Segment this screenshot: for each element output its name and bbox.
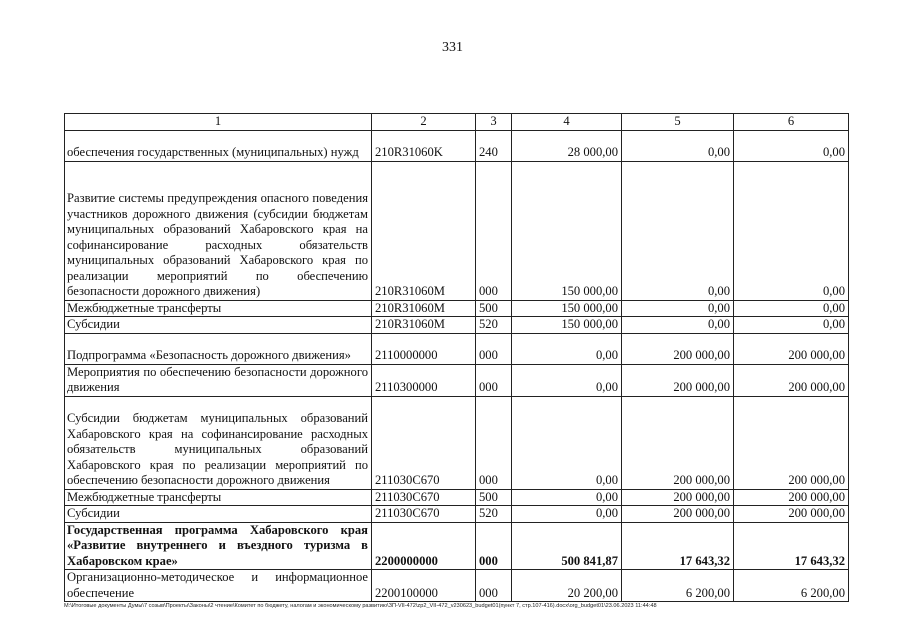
row-value-col5: 0,00 — [622, 300, 734, 317]
column-header: 2 — [372, 114, 476, 131]
row-code-cell: 211030С670 — [372, 506, 476, 523]
row-value-col5: 200 000,00 — [622, 333, 734, 364]
row-value-col4: 28 000,00 — [512, 130, 622, 161]
row-type-cell: 000 — [476, 161, 512, 300]
column-header: 4 — [512, 114, 622, 131]
row-name-cell: Развитие системы предупреждения опасного поведения участников дорожного движения (субсидии бюджетам муниципальных образований Хабаровского края на софинансирование расходных обязательств муниципальных образований Хабаровского края по реализации мероприятий по обеспечению безопасности дорожного движения) — [65, 161, 372, 300]
row-value-col4: 500 841,87 — [512, 522, 622, 570]
table-row — [65, 161, 849, 300]
row-code-cell: 210R31060M — [372, 300, 476, 317]
row-value-col4: 150 000,00 — [512, 300, 622, 317]
table-row — [65, 300, 849, 317]
document-footer-path: М:\Итоговые документы Думы\7 созыв\Проекты\Законы\2 чтение\Комитет по бюджету, налогам и экономическому развитию\ЗП-VII-472\zp2_VII-472_v230623_budget01(пункт 7, стр.107-416).docx\org_budget01\23.06.2023 11:44:48 — [64, 603, 657, 609]
table-row — [65, 130, 849, 161]
row-type-cell: 520 — [476, 506, 512, 523]
row-type-cell: 240 — [476, 130, 512, 161]
table-row — [65, 506, 849, 523]
row-code-cell: 2110300000 — [372, 364, 476, 396]
row-name-cell: Субсидии — [65, 317, 372, 334]
row-type-cell: 520 — [476, 317, 512, 334]
row-type-cell: 000 — [476, 364, 512, 396]
row-type-cell: 000 — [476, 396, 512, 489]
row-code-cell: 210R31060M — [372, 317, 476, 334]
row-name-cell: Субсидии — [65, 506, 372, 523]
row-type-cell: 000 — [476, 333, 512, 364]
row-name-cell: Подпрограмма «Безопасность дорожного движения» — [65, 333, 372, 364]
row-value-col6: 200 000,00 — [734, 489, 849, 506]
row-value-col6: 17 643,32 — [734, 522, 849, 570]
row-name-cell: Субсидии бюджетам муниципальных образований Хабаровского края на софинансирование расходных обязательств муниципальных образований Хабаровского края по реализации мероприятий по обеспечению безопасности дорожного движения — [65, 396, 372, 489]
row-value-col4: 0,00 — [512, 489, 622, 506]
row-value-col4: 0,00 — [512, 396, 622, 489]
row-value-col4: 0,00 — [512, 506, 622, 523]
row-value-col6: 200 000,00 — [734, 506, 849, 523]
row-value-col5: 200 000,00 — [622, 364, 734, 396]
table-row — [65, 317, 849, 334]
row-code-cell: 2200000000 — [372, 522, 476, 570]
row-code-cell: 210R31060M — [372, 161, 476, 300]
table-row — [65, 489, 849, 506]
row-value-col6: 200 000,00 — [734, 333, 849, 364]
row-value-col4: 20 200,00 — [512, 570, 622, 602]
column-header: 5 — [622, 114, 734, 131]
table-row — [65, 364, 849, 396]
row-type-cell: 500 — [476, 489, 512, 506]
row-name-cell: Государственная программа Хабаровского края «Развитие внутреннего и въездного туризма в Хабаровском крае» — [65, 522, 372, 570]
row-name-cell: обеспечения государственных (муниципальных) нужд — [65, 130, 372, 161]
row-value-col4: 0,00 — [512, 333, 622, 364]
row-value-col6: 0,00 — [734, 300, 849, 317]
row-value-col5: 0,00 — [622, 130, 734, 161]
row-value-col4: 150 000,00 — [512, 317, 622, 334]
row-value-col6: 200 000,00 — [734, 364, 849, 396]
row-value-col6: 0,00 — [734, 130, 849, 161]
row-value-col6: 0,00 — [734, 317, 849, 334]
row-value-col5: 17 643,32 — [622, 522, 734, 570]
row-code-cell: 211030С670 — [372, 396, 476, 489]
header-row — [65, 114, 849, 131]
row-value-col5: 6 200,00 — [622, 570, 734, 602]
row-value-col5: 0,00 — [622, 317, 734, 334]
row-value-col5: 200 000,00 — [622, 396, 734, 489]
row-value-col5: 200 000,00 — [622, 489, 734, 506]
row-code-cell: 2200100000 — [372, 570, 476, 602]
row-value-col6: 6 200,00 — [734, 570, 849, 602]
row-type-cell: 000 — [476, 522, 512, 570]
row-name-cell: Организационно-методическое и информационное обеспечение — [65, 570, 372, 602]
table-row — [65, 333, 849, 364]
row-value-col6: 0,00 — [734, 161, 849, 300]
table-row — [65, 570, 849, 602]
table-row — [65, 396, 849, 489]
row-name-cell: Мероприятия по обеспечению безопасности дорожного движения — [65, 364, 372, 396]
row-name-cell: Межбюджетные трансферты — [65, 489, 372, 506]
column-header: 6 — [734, 114, 849, 131]
row-value-col4: 0,00 — [512, 364, 622, 396]
row-name-cell: Межбюджетные трансферты — [65, 300, 372, 317]
row-type-cell: 500 — [476, 300, 512, 317]
row-value-col6: 200 000,00 — [734, 396, 849, 489]
row-value-col5: 0,00 — [622, 161, 734, 300]
column-header: 1 — [65, 114, 372, 131]
row-value-col4: 150 000,00 — [512, 161, 622, 300]
table-row — [65, 522, 849, 570]
row-code-cell: 211030С670 — [372, 489, 476, 506]
row-code-cell: 210R31060K — [372, 130, 476, 161]
budget-table — [64, 113, 849, 602]
row-code-cell: 2110000000 — [372, 333, 476, 364]
page-number: 331 — [442, 40, 463, 55]
row-type-cell: 000 — [476, 570, 512, 602]
row-value-col5: 200 000,00 — [622, 506, 734, 523]
column-header: 3 — [476, 114, 512, 131]
